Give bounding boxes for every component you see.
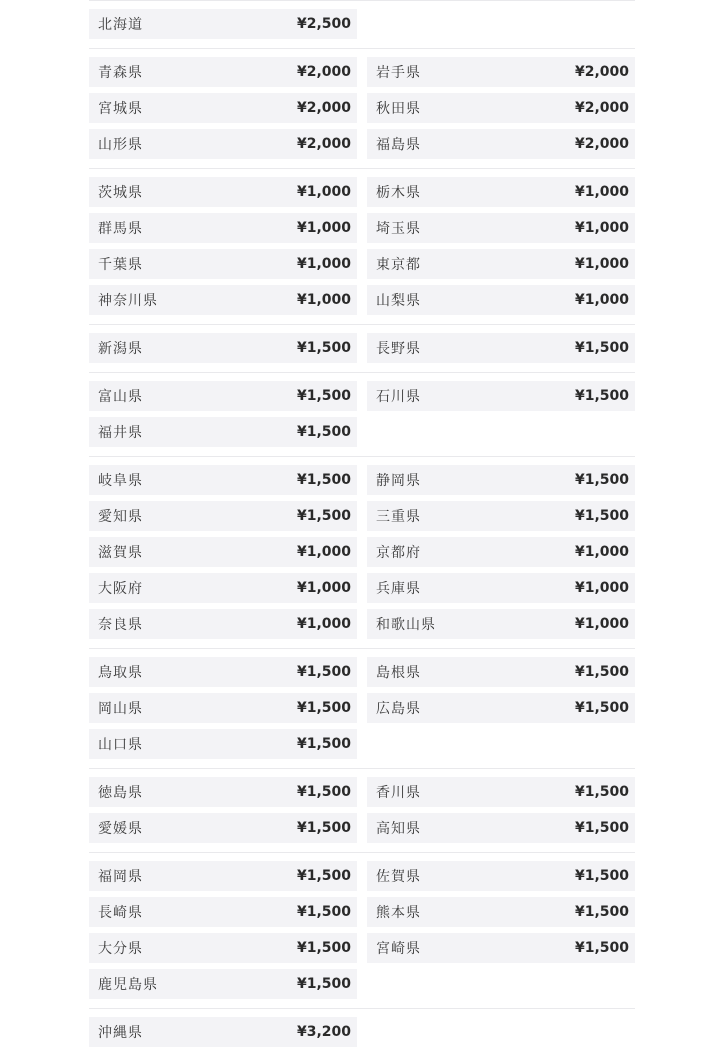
region-group <box>89 0 635 48</box>
table-row <box>89 813 635 843</box>
shipping-fee: ¥1,500 <box>296 820 351 836</box>
shipping-fee: ¥1,000 <box>296 616 351 632</box>
prefecture-fee-cell <box>367 777 635 807</box>
table-row <box>89 861 635 891</box>
table-row <box>89 1017 635 1047</box>
prefecture-name: 広島県 <box>376 701 421 717</box>
prefecture-name: 愛媛県 <box>98 821 143 837</box>
prefecture-name: 石川県 <box>376 389 421 405</box>
table-row <box>89 729 635 759</box>
prefecture-fee-cell <box>89 609 357 639</box>
prefecture-name: 山形県 <box>98 137 143 153</box>
prefecture-fee-cell <box>367 609 635 639</box>
prefecture-fee-cell <box>89 813 357 843</box>
shipping-fee: ¥1,000 <box>296 184 351 200</box>
shipping-fee: ¥3,200 <box>296 1024 351 1040</box>
prefecture-fee-cell <box>89 897 357 927</box>
shipping-fee: ¥1,500 <box>574 340 629 356</box>
shipping-fee: ¥1,500 <box>296 472 351 488</box>
prefecture-fee-cell <box>89 333 357 363</box>
shipping-fee: ¥1,500 <box>574 820 629 836</box>
prefecture-fee-cell <box>89 693 357 723</box>
prefecture-fee-cell <box>89 249 357 279</box>
prefecture-name: 山梨県 <box>376 293 421 309</box>
prefecture-fee-cell <box>367 333 635 363</box>
shipping-fee: ¥1,500 <box>296 424 351 440</box>
shipping-fee: ¥1,000 <box>296 292 351 308</box>
shipping-fee: ¥1,500 <box>296 700 351 716</box>
prefecture-fee-cell <box>89 729 357 759</box>
shipping-fee: ¥1,000 <box>296 220 351 236</box>
shipping-fee: ¥1,000 <box>296 580 351 596</box>
prefecture-name: 宮城県 <box>98 101 143 117</box>
prefecture-name: 茨城県 <box>98 185 143 201</box>
shipping-fee: ¥1,500 <box>296 340 351 356</box>
prefecture-fee-cell <box>367 657 635 687</box>
prefecture-name: 沖縄県 <box>98 1025 143 1041</box>
shipping-fee-table <box>89 0 635 1056</box>
shipping-fee: ¥1,500 <box>296 736 351 752</box>
table-row <box>89 657 635 687</box>
prefecture-fee-cell <box>89 213 357 243</box>
table-row <box>89 285 635 315</box>
prefecture-name: 長崎県 <box>98 905 143 921</box>
prefecture-name: 岩手県 <box>376 65 421 81</box>
prefecture-name: 鹿児島県 <box>98 977 158 993</box>
prefecture-fee-cell <box>89 657 357 687</box>
region-group <box>89 324 635 372</box>
prefecture-name: 熊本県 <box>376 905 421 921</box>
prefecture-name: 東京都 <box>376 257 421 273</box>
prefecture-fee-cell <box>367 285 635 315</box>
prefecture-fee-cell <box>367 537 635 567</box>
shipping-fee: ¥1,500 <box>296 904 351 920</box>
shipping-fee: ¥2,500 <box>296 16 351 32</box>
shipping-fee: ¥1,000 <box>574 220 629 236</box>
prefecture-name: 愛知県 <box>98 509 143 525</box>
shipping-fee: ¥1,500 <box>574 904 629 920</box>
shipping-fee: ¥1,000 <box>574 292 629 308</box>
prefecture-fee-cell <box>89 969 357 999</box>
prefecture-fee-cell <box>367 897 635 927</box>
prefecture-name: 福島県 <box>376 137 421 153</box>
shipping-fee: ¥1,500 <box>296 784 351 800</box>
prefecture-name: 千葉県 <box>98 257 143 273</box>
shipping-fee: ¥2,000 <box>296 64 351 80</box>
table-row <box>89 933 635 963</box>
prefecture-fee-cell <box>367 93 635 123</box>
table-row <box>89 177 635 207</box>
prefecture-name: 鳥取県 <box>98 665 143 681</box>
prefecture-fee-cell <box>367 933 635 963</box>
prefecture-fee-cell <box>367 129 635 159</box>
prefecture-name: 岡山県 <box>98 701 143 717</box>
table-row <box>89 249 635 279</box>
region-group <box>89 852 635 1008</box>
shipping-fee: ¥1,500 <box>574 472 629 488</box>
prefecture-fee-cell <box>367 57 635 87</box>
prefecture-fee-cell <box>367 813 635 843</box>
prefecture-name: 大阪府 <box>98 581 143 597</box>
shipping-fee: ¥1,000 <box>574 616 629 632</box>
table-row <box>89 537 635 567</box>
prefecture-fee-cell <box>89 177 357 207</box>
shipping-fee: ¥2,000 <box>574 64 629 80</box>
shipping-fee: ¥1,500 <box>574 868 629 884</box>
table-row <box>89 465 635 495</box>
prefecture-fee-cell <box>367 501 635 531</box>
shipping-fee: ¥1,000 <box>574 580 629 596</box>
table-row <box>89 93 635 123</box>
table-row <box>89 333 635 363</box>
prefecture-name: 兵庫県 <box>376 581 421 597</box>
prefecture-name: 福井県 <box>98 425 143 441</box>
shipping-fee: ¥1,500 <box>296 868 351 884</box>
prefecture-fee-cell <box>367 693 635 723</box>
prefecture-fee-cell <box>367 249 635 279</box>
shipping-fee: ¥1,500 <box>296 976 351 992</box>
table-row <box>89 381 635 411</box>
prefecture-name: 福岡県 <box>98 869 143 885</box>
prefecture-name: 三重県 <box>376 509 421 525</box>
table-row <box>89 9 635 39</box>
empty-cell <box>367 417 635 447</box>
prefecture-fee-cell <box>89 537 357 567</box>
shipping-fee: ¥1,000 <box>574 184 629 200</box>
shipping-fee: ¥1,500 <box>574 388 629 404</box>
prefecture-name: 秋田県 <box>376 101 421 117</box>
shipping-fee: ¥2,000 <box>574 100 629 116</box>
table-row <box>89 57 635 87</box>
prefecture-fee-cell <box>367 573 635 603</box>
shipping-fee: ¥1,000 <box>574 256 629 272</box>
prefecture-name: 北海道 <box>98 17 143 33</box>
table-row <box>89 897 635 927</box>
empty-cell <box>367 729 635 759</box>
prefecture-name: 香川県 <box>376 785 421 801</box>
prefecture-name: 青森県 <box>98 65 143 81</box>
table-row <box>89 417 635 447</box>
shipping-fee: ¥1,500 <box>296 388 351 404</box>
table-row <box>89 573 635 603</box>
prefecture-fee-cell <box>367 381 635 411</box>
region-group <box>89 768 635 852</box>
table-row <box>89 969 635 999</box>
prefecture-fee-cell <box>89 417 357 447</box>
shipping-fee: ¥1,500 <box>296 664 351 680</box>
prefecture-name: 神奈川県 <box>98 293 158 309</box>
prefecture-fee-cell <box>89 381 357 411</box>
shipping-fee: ¥1,000 <box>296 256 351 272</box>
shipping-fee: ¥1,500 <box>296 508 351 524</box>
prefecture-name: 高知県 <box>376 821 421 837</box>
shipping-fee: ¥1,000 <box>574 544 629 560</box>
shipping-fee: ¥2,000 <box>296 136 351 152</box>
prefecture-name: 埼玉県 <box>376 221 421 237</box>
prefecture-fee-cell <box>89 933 357 963</box>
prefecture-name: 大分県 <box>98 941 143 957</box>
prefecture-fee-cell <box>89 285 357 315</box>
shipping-fee: ¥1,500 <box>574 940 629 956</box>
region-group <box>89 456 635 648</box>
table-row <box>89 501 635 531</box>
prefecture-name: 佐賀県 <box>376 869 421 885</box>
shipping-fee: ¥1,500 <box>574 664 629 680</box>
prefecture-name: 和歌山県 <box>376 617 436 633</box>
prefecture-name: 山口県 <box>98 737 143 753</box>
prefecture-name: 京都府 <box>376 545 421 561</box>
prefecture-name: 滋賀県 <box>98 545 143 561</box>
prefecture-fee-cell <box>89 573 357 603</box>
prefecture-name: 長野県 <box>376 341 421 357</box>
empty-cell <box>367 9 635 39</box>
prefecture-fee-cell <box>367 465 635 495</box>
table-row <box>89 693 635 723</box>
table-row <box>89 609 635 639</box>
shipping-fee: ¥1,500 <box>574 784 629 800</box>
shipping-fee: ¥1,500 <box>574 700 629 716</box>
region-group <box>89 1008 635 1056</box>
empty-cell <box>367 969 635 999</box>
prefecture-fee-cell <box>89 501 357 531</box>
empty-cell <box>367 1017 635 1047</box>
prefecture-fee-cell <box>367 861 635 891</box>
prefecture-fee-cell <box>89 9 357 39</box>
prefecture-name: 富山県 <box>98 389 143 405</box>
prefecture-name: 静岡県 <box>376 473 421 489</box>
shipping-fee: ¥1,500 <box>296 940 351 956</box>
prefecture-name: 宮崎県 <box>376 941 421 957</box>
prefecture-fee-cell <box>89 93 357 123</box>
table-row <box>89 777 635 807</box>
prefecture-name: 群馬県 <box>98 221 143 237</box>
prefecture-fee-cell <box>89 777 357 807</box>
prefecture-name: 栃木県 <box>376 185 421 201</box>
prefecture-fee-cell <box>89 861 357 891</box>
region-group <box>89 648 635 768</box>
prefecture-name: 岐阜県 <box>98 473 143 489</box>
prefecture-name: 島根県 <box>376 665 421 681</box>
prefecture-name: 徳島県 <box>98 785 143 801</box>
prefecture-fee-cell <box>89 1017 357 1047</box>
prefecture-fee-cell <box>367 213 635 243</box>
table-row <box>89 129 635 159</box>
prefecture-fee-cell <box>367 177 635 207</box>
region-group <box>89 168 635 324</box>
region-group <box>89 372 635 456</box>
prefecture-fee-cell <box>89 57 357 87</box>
shipping-fee: ¥1,000 <box>296 544 351 560</box>
shipping-fee: ¥2,000 <box>574 136 629 152</box>
region-group <box>89 48 635 168</box>
prefecture-fee-cell <box>89 129 357 159</box>
prefecture-name: 新潟県 <box>98 341 143 357</box>
shipping-fee: ¥1,500 <box>574 508 629 524</box>
table-row <box>89 213 635 243</box>
prefecture-name: 奈良県 <box>98 617 143 633</box>
prefecture-fee-cell <box>89 465 357 495</box>
shipping-fee: ¥2,000 <box>296 100 351 116</box>
